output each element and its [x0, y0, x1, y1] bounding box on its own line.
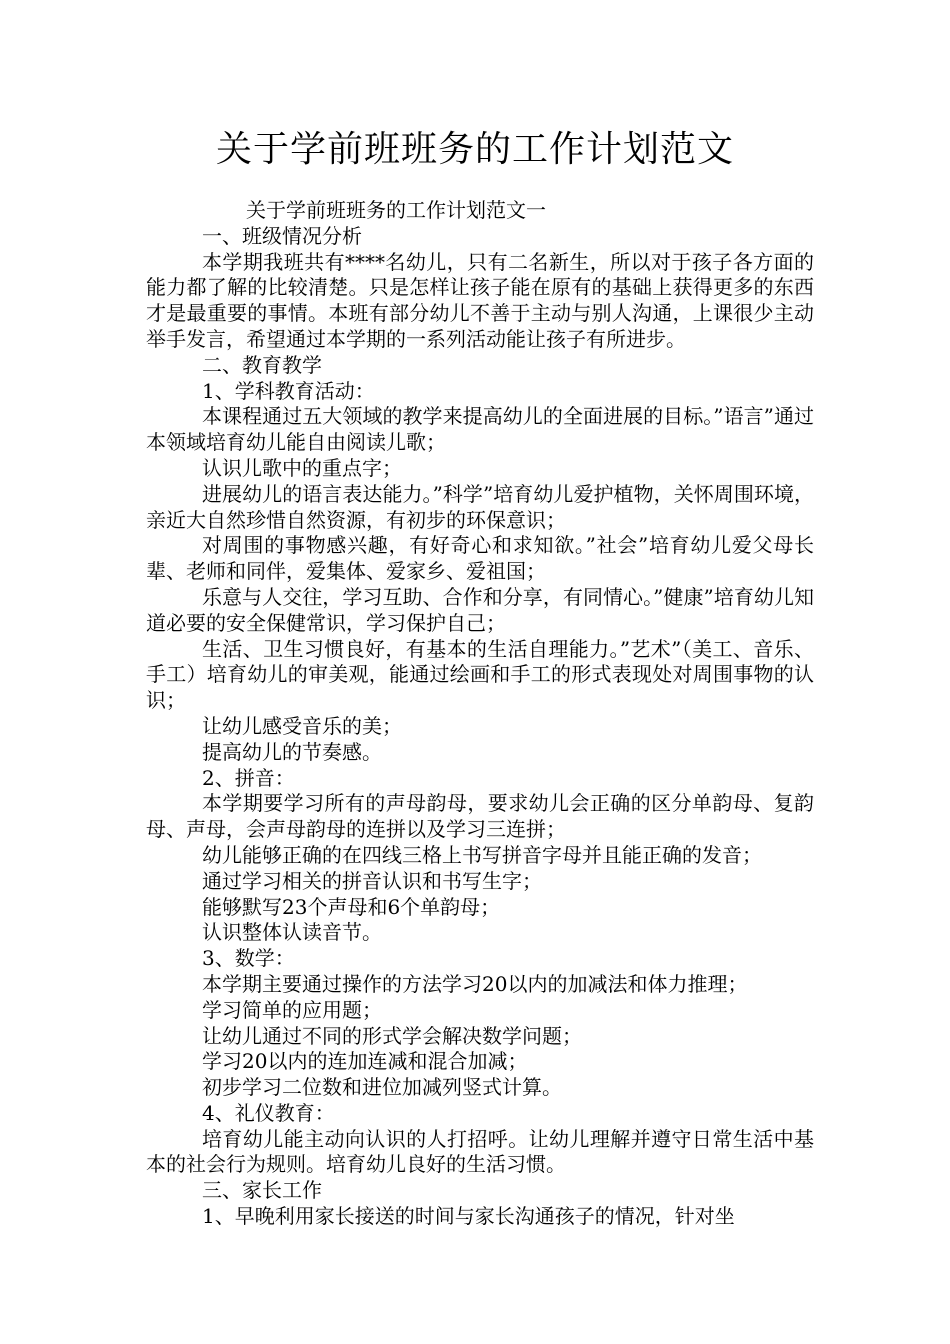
- paragraph: 1、学科教育活动：: [202, 378, 375, 403]
- paragraph: 学习20以内的连加连减和混合加减；: [202, 1049, 528, 1074]
- page-title: 关于学前班班务的工作计划范文: [215, 129, 734, 170]
- paragraph: 本学期要学习所有的声母韵母，要求幼儿会正确的区分单韵母、复韵母、声母，会声母韵母的连拼以及学习三连拼；: [146, 791, 814, 842]
- paragraph: 二、教育教学: [202, 352, 322, 377]
- paragraph: 2、拼音：: [202, 765, 295, 790]
- paragraph: 本学期主要通过操作的方法学习20以内的加减法和体力推理；: [202, 971, 748, 996]
- paragraph: 通过学习相关的拼音认识和书写生字；: [202, 868, 542, 893]
- paragraph: 让幼儿感受音乐的美；: [202, 713, 402, 738]
- paragraph: 提高幼儿的节奏感。: [202, 739, 382, 764]
- paragraph: 培育幼儿能主动向认识的人打招呼。让幼儿理解并遵守日常生活中基本的社会行为规则。培育幼儿良好的生活习惯。: [146, 1126, 814, 1177]
- paragraph: 乐意与人交往，学习互助、合作和分享，有同情心。”健康”培育幼儿知道必要的安全保健常识，学习保护自己；: [146, 584, 814, 635]
- document-subtitle: 关于学前班班务的工作计划范文一: [246, 198, 546, 222]
- paragraph: 本课程通过五大领域的教学来提高幼儿的全面进展的目标。”语言”通过本领域培育幼儿能自由阅读儿歌；: [146, 404, 814, 455]
- paragraph: 认识儿歌中的重点字；: [202, 455, 402, 480]
- paragraph: 3、数学：: [202, 946, 295, 971]
- paragraph: 初步学习二位数和进位加减列竖式计算。: [202, 1075, 562, 1100]
- paragraph: 让幼儿通过不同的形式学会解决数学问题；: [202, 1023, 582, 1048]
- paragraph: 三、家长工作: [202, 1178, 322, 1203]
- paragraph: 能够默写23个声母和6个单韵母；: [202, 894, 501, 919]
- paragraph: 1、早晚利用家长接送的时间与家长沟通孩子的情况，针对坐: [202, 1204, 735, 1229]
- paragraph: 本学期我班共有****名幼儿，只有二名新生，所以对于孩子各方面的能力都了解的比较清楚。只是怎样让孩子能在原有的基础上获得更多的东西才是最重要的事情。本班有部分幼儿不善于主动与别人沟通，上课很少主动举手发言，希望通过本学期的一系列活动能让孩子有所进步。: [146, 249, 814, 351]
- document-body: [146, 198, 814, 1230]
- paragraph: 进展幼儿的语言表达能力。”科学”培育幼儿爱护植物，关怀周围环境，亲近大自然珍惜自然资源，有初步的环保意识；: [146, 481, 814, 532]
- paragraph: 幼儿能够正确的在四线三格上书写拼音字母并且能正确的发音；: [202, 842, 762, 867]
- paragraph: 4、礼仪教育：: [202, 1100, 335, 1125]
- paragraph-list: [146, 224, 814, 1230]
- paragraph: 生活、卫生习惯良好，有基本的生活自理能力。”艺术”（美工、音乐、手工）培育幼儿的审美观，能通过绘画和手工的形式表现处对周围事物的认识；: [146, 636, 814, 713]
- paragraph: 认识整体认读音节。: [202, 920, 382, 945]
- paragraph: 对周围的事物感兴趣，有好奇心和求知欲。”社会”培育幼儿爱父母长辈、老师和同伴，爱集体、爱家乡、爱祖国；: [146, 533, 814, 584]
- paragraph: 学习简单的应用题；: [202, 997, 382, 1022]
- paragraph: 一、班级情况分析: [202, 223, 362, 248]
